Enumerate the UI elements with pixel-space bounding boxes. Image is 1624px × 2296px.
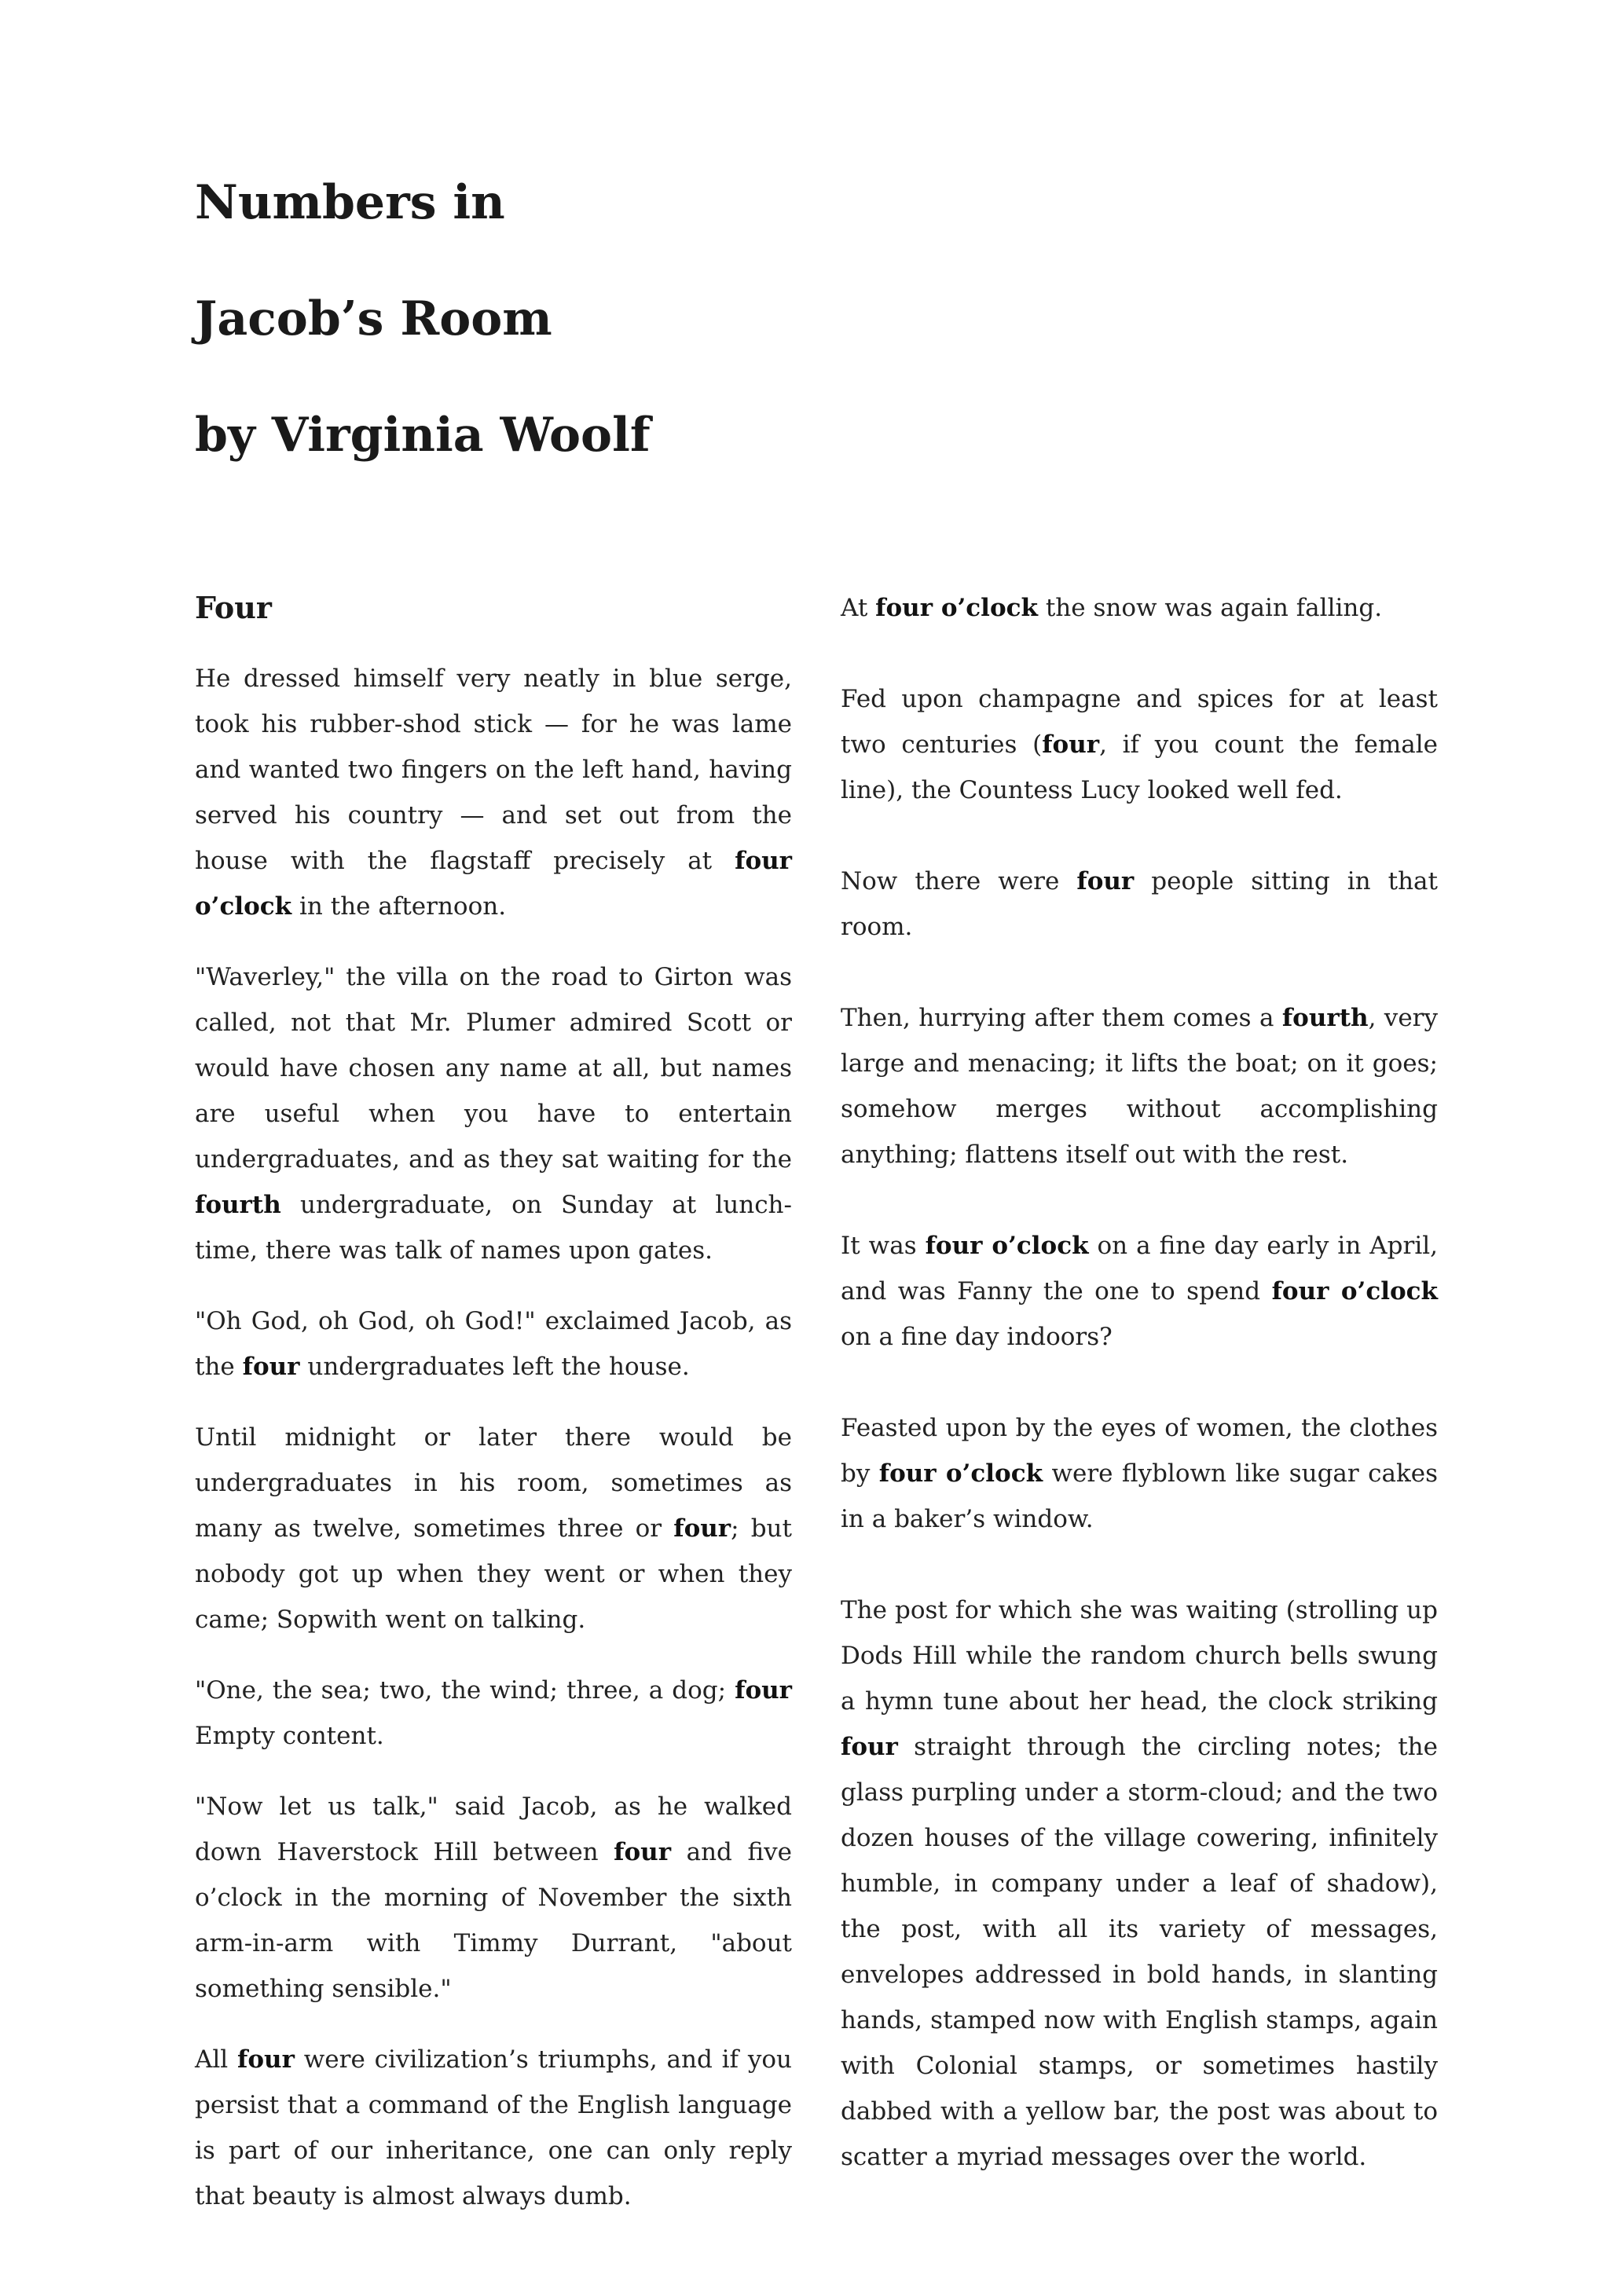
text-run: in the afternoon. [291,892,507,921]
text-run: Feasted upon by the eyes of women, the clothes by [841,1414,1438,1488]
paragraph [195,1298,792,1390]
text-run: were flyblown like sugar cakes in a baker’s window. [841,1459,1438,1533]
text-run: At [841,594,876,622]
text-run: straight through the circling notes; the glass purpling under a storm-cloud; and the two dozen houses of the village cowering, infinitely humble, in company under a leaf of shadow), the post, with all its variety of messages, envelopes addressed in bold hands, in slanting hands, stamped now with English stamps, again with Colonial stamps, or sometimes hastily dabbed with a yellow bar, the post was about to scatter a myriad messages over the world. [841,1733,1438,2171]
text-run: The post for which she was waiting (strolling up Dods Hill while the random church bells swung a hymn tune about her head, the clock striking [841,1596,1438,1716]
highlighted-number: four [1076,867,1135,895]
paragraph [195,954,792,1273]
text-run: It was [841,1232,926,1260]
left-column [195,585,792,2244]
paragraph [841,676,1438,813]
document-title [195,174,1295,523]
left-paragraphs [195,656,792,2219]
paragraph [195,1668,792,1759]
text-run: Empty content. [195,1722,384,1750]
highlighted-number: four [614,1838,672,1866]
paragraph [195,1415,792,1642]
highlighted-number: four o’clock [1271,1277,1438,1305]
highlighted-number: four [242,1353,300,1381]
text-run: on a fine day early in April, and was Fanny the one to spend [841,1232,1439,1305]
paragraph [841,1587,1438,2180]
right-paragraphs [841,585,1438,2180]
text-run: "Oh God, oh God, oh God!" exclaimed Jacob, as the [195,1307,792,1381]
text-run: He dressed himself very neatly in blue serge, took his rubber-shod stick — for he was lame and wanted two fingers on the left hand, having served his country — and set out from the house with the flagstaff precisely at [195,665,792,875]
highlighted-number: fourth [195,1191,281,1219]
title-line: by Virginia Woolf [195,408,651,463]
text-run: the snow was again falling. [1037,594,1383,622]
highlighted-number: four [237,2045,295,2074]
right-column [841,585,1438,2225]
title-line: Jacob’s Room [195,291,552,346]
highlighted-number: four o’clock [878,1459,1043,1488]
paragraph [195,656,792,929]
text-run: "Now let us talk," said Jacob, as he walked down Haverstock Hill between [195,1792,792,1866]
text-run: Then, hurrying after them comes a [841,1004,1282,1032]
title-line: Numbers in [195,175,505,230]
highlighted-number: four [841,1733,898,1761]
text-run: , if you count the female line), the Countess Lucy looked well fed. [841,731,1439,804]
text-run: , very large and menacing; it lifts the boat; on it goes; somehow merges without accomplishing anything; flattens itself out with the rest. [841,1004,1438,1169]
highlighted-number: four o’clock [875,594,1038,622]
paragraph [841,859,1438,950]
text-run: Fed upon champagne and spices for at least two centuries ( [841,685,1438,759]
paragraph [841,585,1438,631]
highlighted-number: four o’clock [195,847,792,921]
text-run: ; but nobody got up when they went or when they came; Sopwith went on talking. [195,1514,792,1634]
paragraph [841,995,1438,1177]
text-run: Until midnight or later there would be undergraduates in his room, sometimes as many as twelve, sometimes three or [195,1423,792,1543]
highlighted-number: four [673,1514,731,1543]
highlighted-number: fourth [1281,1004,1369,1032]
highlighted-number: four o’clock [925,1232,1089,1260]
text-run: people sitting in that room. [841,867,1438,941]
text-run: "One, the sea; two, the wind; three, a dog; [195,1676,735,1705]
text-run: All [195,2045,238,2074]
text-run: "Waverley," the villa on the road to Girton was called, not that Mr. Plumer admired Scott or would have chosen any name at all, but names are useful when you have to entertain undergraduates, and as they sat waiting for the [195,963,792,1174]
text-run: were civilization’s triumphs, and if you persist that a command of the English language is part of our inheritance, one can only reply that beauty is almost always dumb. [195,2045,792,2210]
section-heading: Four [195,590,272,625]
paragraph [195,1784,792,2012]
text-run: undergraduates left the house. [299,1353,690,1381]
paragraph [841,1405,1438,1542]
text-run: undergraduate, on Sunday at lunch-time, there was talk of names upon gates. [195,1191,792,1265]
text-run: Now there were [841,867,1077,895]
text-run: on a fine day indoors? [841,1323,1113,1351]
highlighted-number: four [735,1676,792,1705]
paragraph [195,2037,792,2219]
highlighted-number: four [1042,731,1100,759]
paragraph [841,1223,1438,1360]
text-run: and five o’clock in the morning of November the sixth arm-in-arm with Timmy Durrant, "about something sensible." [195,1838,792,2003]
